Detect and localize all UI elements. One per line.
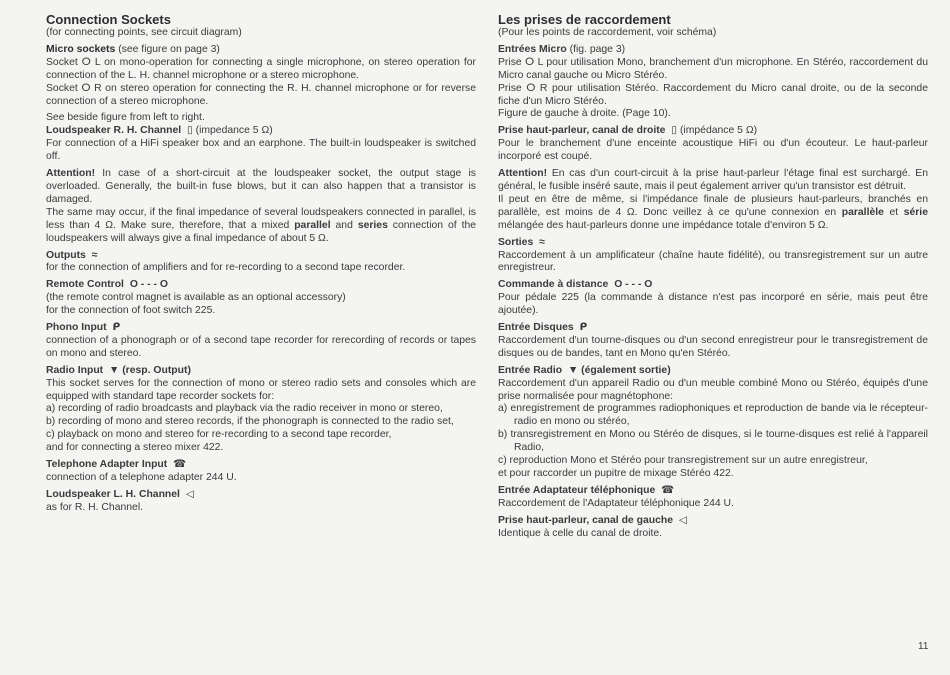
telephone-heading-fr: Entrée Adaptateur téléphonique (498, 484, 656, 496)
micro-socket-r-text: Socket ⵔ R on stereo operation for connecting the R. H. channel microphone or for reverse connection of a stereo microphone. (46, 82, 476, 107)
remote-control-text-fr: Pour pédale 225 (la commande à distance n'est pas incorporé en série, mais peut être ajoutée). (498, 292, 928, 317)
attention-heading: Attention! (46, 168, 96, 180)
intro-text: (for connecting points, see circuit diagram) (46, 27, 242, 38)
loudspeaker-l-heading-fr: Prise haut-parleur, canal de gauche (498, 514, 673, 526)
loudspeaker-r-impedance-fr: (impédance 5 Ω) (679, 125, 758, 137)
micro-r-text-fr: Prise ⵔ R pour utilisation Stéréo. Raccordement du Micro canal droite, ou de la seconde fiche d'un Micro Stéréo. (498, 82, 928, 107)
see-beside-text: See beside figure from left to right. (46, 112, 205, 124)
remote-control-text1: (the remote control magnet is available as an optional accessory) (46, 292, 346, 304)
loudspeaker-l-heading: Loudspeaker L. H. Channel (46, 488, 180, 500)
loudspeaker-l-text-fr: Identique à celle du canal de droite. (498, 527, 663, 539)
radio-icon: ▼ (109, 364, 120, 376)
telephone-text: connection of a telephone adapter 244 U. (46, 472, 237, 483)
remote-control-text2: for the connection of foot switch 225. (46, 305, 216, 317)
and-word: and (335, 219, 353, 231)
attention-text-fr: En cas d'un court-circuit à la prise haut-parleur l'étage final est surchargé. En général, le fusible inséré saute, mais il peut également arriver qu'un transistor est détruit. (498, 168, 929, 192)
impedance-warning-fr (498, 194, 928, 233)
remote-control-icon: O - - - O (129, 279, 168, 291)
radio-heading-line (46, 365, 476, 378)
impedance-warning-start: The same may occur, if the final impedance of several loudspeakers connected in parallel, is less than 4 Ω. Make sure, therefore, that a mixed (46, 206, 476, 231)
phono-text: connection of a phonograph or of a second tape recorder for rerecording of records or tapes on mono and stereo. (46, 334, 476, 359)
radio-end-text-fr: et pour raccorder un pupitre de mixage Stéréo 422. (498, 468, 734, 479)
disc-heading-line-fr (498, 322, 928, 335)
telephone-text-fr: Raccordement de l'Adaptateur téléphonique 244 U. (498, 497, 734, 509)
radio-heading-suffix: (resp. Output) (122, 364, 191, 376)
loudspeaker-socket-icon: ▯ (187, 125, 193, 137)
disc-icon-fr: ᑭ (579, 322, 588, 334)
micro-sockets-paragraph (46, 44, 476, 57)
remote-control-heading-fr: Commande à distance (498, 279, 609, 291)
attention-paragraph (46, 168, 476, 207)
impedance-warning-end: connection of the loudspeakers will always give a final impedance of about 5 Ω. (46, 219, 477, 244)
series-word-fr: série (903, 206, 928, 218)
intro-text-fr: (Pour les points de raccordement, voir schéma) (498, 27, 717, 38)
loudspeaker-l-heading-line-fr (498, 515, 928, 528)
parallel-word-fr: parallèle (841, 206, 884, 218)
outputs-heading-line (46, 250, 476, 263)
radio-end-text: and for connecting a stereo mixer 422. (46, 442, 224, 454)
section-title-fr: Les prises de raccordement (498, 12, 671, 27)
outputs-heading-fr: Sorties (498, 236, 534, 248)
attention-paragraph-fr (498, 168, 928, 194)
radio-heading-fr: Entrée Radio (498, 364, 563, 376)
impedance-warning (46, 207, 476, 246)
telephone-heading-line (46, 459, 476, 472)
outputs-icon: ≈ (91, 249, 98, 261)
loudspeaker-l-heading-line (46, 489, 476, 502)
page-number: 11 (918, 641, 929, 652)
attention-heading-fr: Attention! (498, 168, 548, 180)
telephone-heading-line-fr (498, 485, 928, 498)
figure-text-fr: Figure de gauche à droite. (Page 10). (498, 108, 671, 120)
radio-item-a-fr: a) enregistrement de programmes radiophoniques et reproduction de bande via le récepteur-radio en mono ou stéréo, (498, 403, 928, 428)
impedance-warning-start-fr: Il peut en être de même, si l'impédance finale de plusieurs haut-parleurs, branchés en parallèle, est moins de 4 Ω. Donc veillez à ce qu'une connexion en (498, 193, 928, 218)
loudspeaker-r-text: For connection of a HiFi speaker box and an earphone. The built-in loudspeaker is switched off. (46, 138, 476, 163)
phono-heading-line (46, 322, 476, 335)
micro-heading-fr: Entrées Micro (498, 43, 567, 55)
outputs-icon-fr: ≈ (539, 236, 545, 248)
remote-control-heading: Remote Control (46, 279, 124, 291)
radio-heading: Radio Input (46, 364, 104, 376)
loudspeaker-l-text: as for R. H. Channel. (46, 501, 144, 513)
radio-item-c: c) playback on mono and stereo for re-recording to a second tape recorder, (46, 429, 392, 441)
attention-text: In case of a short-circuit at the loudspeaker socket, the output stage is overloaded. Generally, the built-in fuse blows, but it can also happen that a transistor is damaged. (46, 168, 476, 205)
loudspeaker-r-impedance: (impedance 5 Ω) (195, 125, 273, 137)
english-column (46, 12, 476, 515)
loudspeaker-socket-icon-fr: ▯ (671, 125, 678, 137)
and-word-fr: et (889, 206, 899, 218)
radio-text-fr: Raccordement d'un appareil Radio ou d'un meuble combiné Mono ou Stéréo, équipés d'une prise normalisée pour magnétophone: (498, 377, 928, 402)
impedance-warning-end-fr: mélangée des haut-parleurs donne une impédance totale d'environ 5 Ω. (498, 219, 829, 231)
disc-text-fr: Raccordement d'un tourne-disques ou d'un second enregistreur pour le transregistrement de disques ou de bandes, tant en Mono qu'en Stéréo. (498, 334, 928, 359)
loudspeaker-l-icon-fr: ◁ (678, 514, 687, 526)
loudspeaker-r-text-fr: Pour le branchement d'une enceinte acoustique HiFi ou d'un écouteur. Le haut-parleur incorporé est coupé. (498, 138, 928, 163)
radio-icon-fr: ▼ (567, 364, 579, 376)
telephone-icon: ☎ (173, 459, 187, 471)
telephone-heading: Telephone Adapter Input (46, 459, 168, 471)
french-column (498, 12, 928, 541)
section-title: Connection Sockets (46, 12, 171, 27)
micro-socket-l-text: Socket ⵔ L on mono-operation for connecting a single microphone, on stereo operation for connection of the L. H. channel microphone or a stereo microphone. (46, 56, 476, 81)
disc-heading-fr: Entrée Disques (498, 322, 574, 334)
outputs-text-fr: Raccordement à un amplificateur (chaîne haute fidélité), ou transregistrement sur un autre enregistreur. (498, 249, 928, 274)
radio-item-b-fr: b) transregistrement en Mono ou Stéréo de disques, si le tourne-disques est relié à l'appareil Radio, (498, 429, 928, 454)
outputs-text: for the connection of amplifiers and for re-recording to a second tape recorder. (46, 262, 406, 274)
loudspeaker-r-heading-fr: Prise haut-parleur, canal de droite (498, 125, 666, 137)
parallel-word: parallel (294, 219, 331, 231)
radio-heading-suffix-fr: (également sortie) (581, 364, 671, 376)
phono-heading: Phono Input (46, 322, 107, 334)
remote-control-heading-line-fr (498, 279, 928, 292)
outputs-heading-line-fr (498, 237, 928, 250)
radio-item-a: a) recording of radio broadcasts and playback via the radio receiver in mono or stereo, (46, 403, 443, 415)
micro-ref-fr: (fig. page 3) (569, 43, 626, 55)
loudspeaker-r-heading-line (46, 125, 476, 138)
micro-ref: (see figure on page 3) (118, 43, 220, 55)
micro-sockets-heading: Micro sockets (46, 43, 116, 55)
radio-heading-line-fr (498, 365, 928, 378)
loudspeaker-r-heading-line-fr (498, 125, 928, 138)
radio-item-b: b) recording of mono and stereo records, if the phonograph is connected to the radio set, (46, 416, 454, 428)
remote-control-heading-line (46, 279, 476, 292)
outputs-heading: Outputs (46, 249, 86, 261)
remote-control-icon-fr: O - - - O (614, 279, 653, 291)
series-word: series (357, 219, 388, 231)
telephone-icon-fr: ☎ (661, 484, 675, 496)
micro-heading-line-fr (498, 44, 928, 57)
radio-item-c-fr: c) reproduction Mono et Stéréo pour transregistrement sur un autre enregistreur, (498, 455, 868, 467)
micro-l-text-fr: Prise ⵔ L pour utilisation Mono, branchement d'un microphone. En Stéréo, raccordement du Micro canal gauche ou Micro Stéréo. (498, 56, 928, 81)
loudspeaker-l-icon: ◁ (185, 488, 194, 500)
loudspeaker-r-heading: Loudspeaker R. H. Channel (46, 125, 182, 137)
radio-text: This socket serves for the connection of mono or stereo radio sets and consoles which are equipped with standard tape recorder sockets for: (46, 377, 476, 402)
phono-icon: ᑭ (112, 322, 121, 334)
